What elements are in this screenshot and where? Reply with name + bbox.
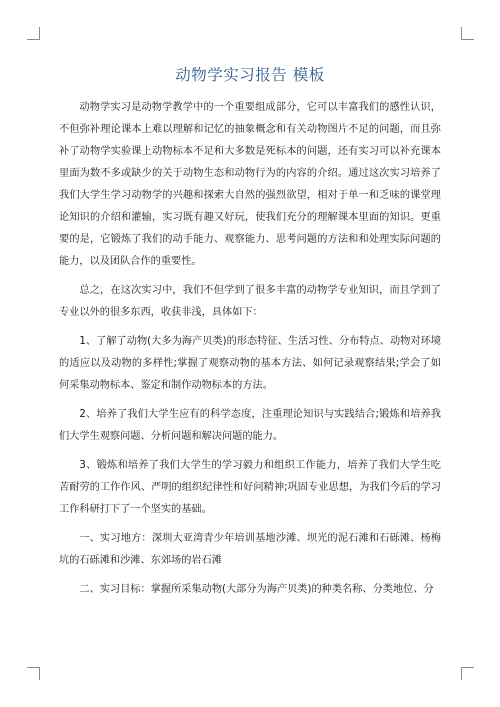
corner-mark-bottom-left — [27, 667, 40, 680]
paragraph-objective: 二、实习目标：掌握所采集动物(大部分为海产贝类)的种类名称、分类地位、分 — [79, 584, 434, 595]
paragraph-summary: 总之，在这次实习中，我们不但学到了很多丰富的动物学专业知识，而且学到了专业以外的很多东西，收获非浅，具体如下： — [59, 285, 441, 318]
paragraph-intro: 动物学实习是动物学教学中的一个重要组成部分，它可以丰富我们的感性认识，不但弥补理论课本上难以理解和记忆的抽象概念和有关动物图片不足的问题，而且弥补了动物学实验课上动物标本不足和大多数是死标本的问题，还有实习可以补充课本里面为数不多或缺少的关于动物生态和动物行为的内容的介绍。通过这次实习培养了我们大学生学习动物学的兴趣和探索大自然的强烈欲望，相对于单一和乏味的课堂理论知识的介绍和灌输，实习既有趣又好玩，使我们充分的理解课本里面的知识。更重要的是，它锻炼了我们的动手能力、观察能力、思考问题的方法和和处理实际问题的能力，以及团队合作的重要性。 — [59, 102, 441, 267]
paragraph-gain-2: 2、培养了我们大学生应有的科学态度，注重理论知识与实践结合;锻炼和培养我们大学生观察问题、分析问题和解决问题的能力。 — [59, 409, 441, 442]
document-title: 动物学实习报告 模板 — [175, 66, 325, 84]
paragraph-gain-3: 3、锻炼和培养了我们大学生的学习毅力和组织工作能力，培养了我们大学生吃苦耐劳的工作作风、严明的组织纪律性和好问精神;巩固专业思想，为我们今后的学习工作科研打下了一个坚实的基础。 — [59, 460, 441, 515]
document-body — [59, 97, 441, 608]
paragraph-gain-1: 1、了解了动物(大多为海产贝类)的形态特征、生活习性、分布特点、动物对环境的适应以及动物的多样性;掌握了观察动物的基本方法、如何记录观察结果;学会了如何采集动物标本、鉴定和制作动物标本的方法。 — [59, 336, 441, 391]
corner-mark-bottom-right — [461, 667, 474, 680]
corner-mark-top-right — [461, 27, 474, 40]
paragraph-location: 一、实习地方：深圳大亚湾青少年培训基地沙滩、坝光的泥石滩和石砾滩、杨梅坑的石砾滩和沙滩、东郊场的岩石滩 — [59, 533, 441, 566]
corner-mark-top-left — [27, 27, 40, 40]
